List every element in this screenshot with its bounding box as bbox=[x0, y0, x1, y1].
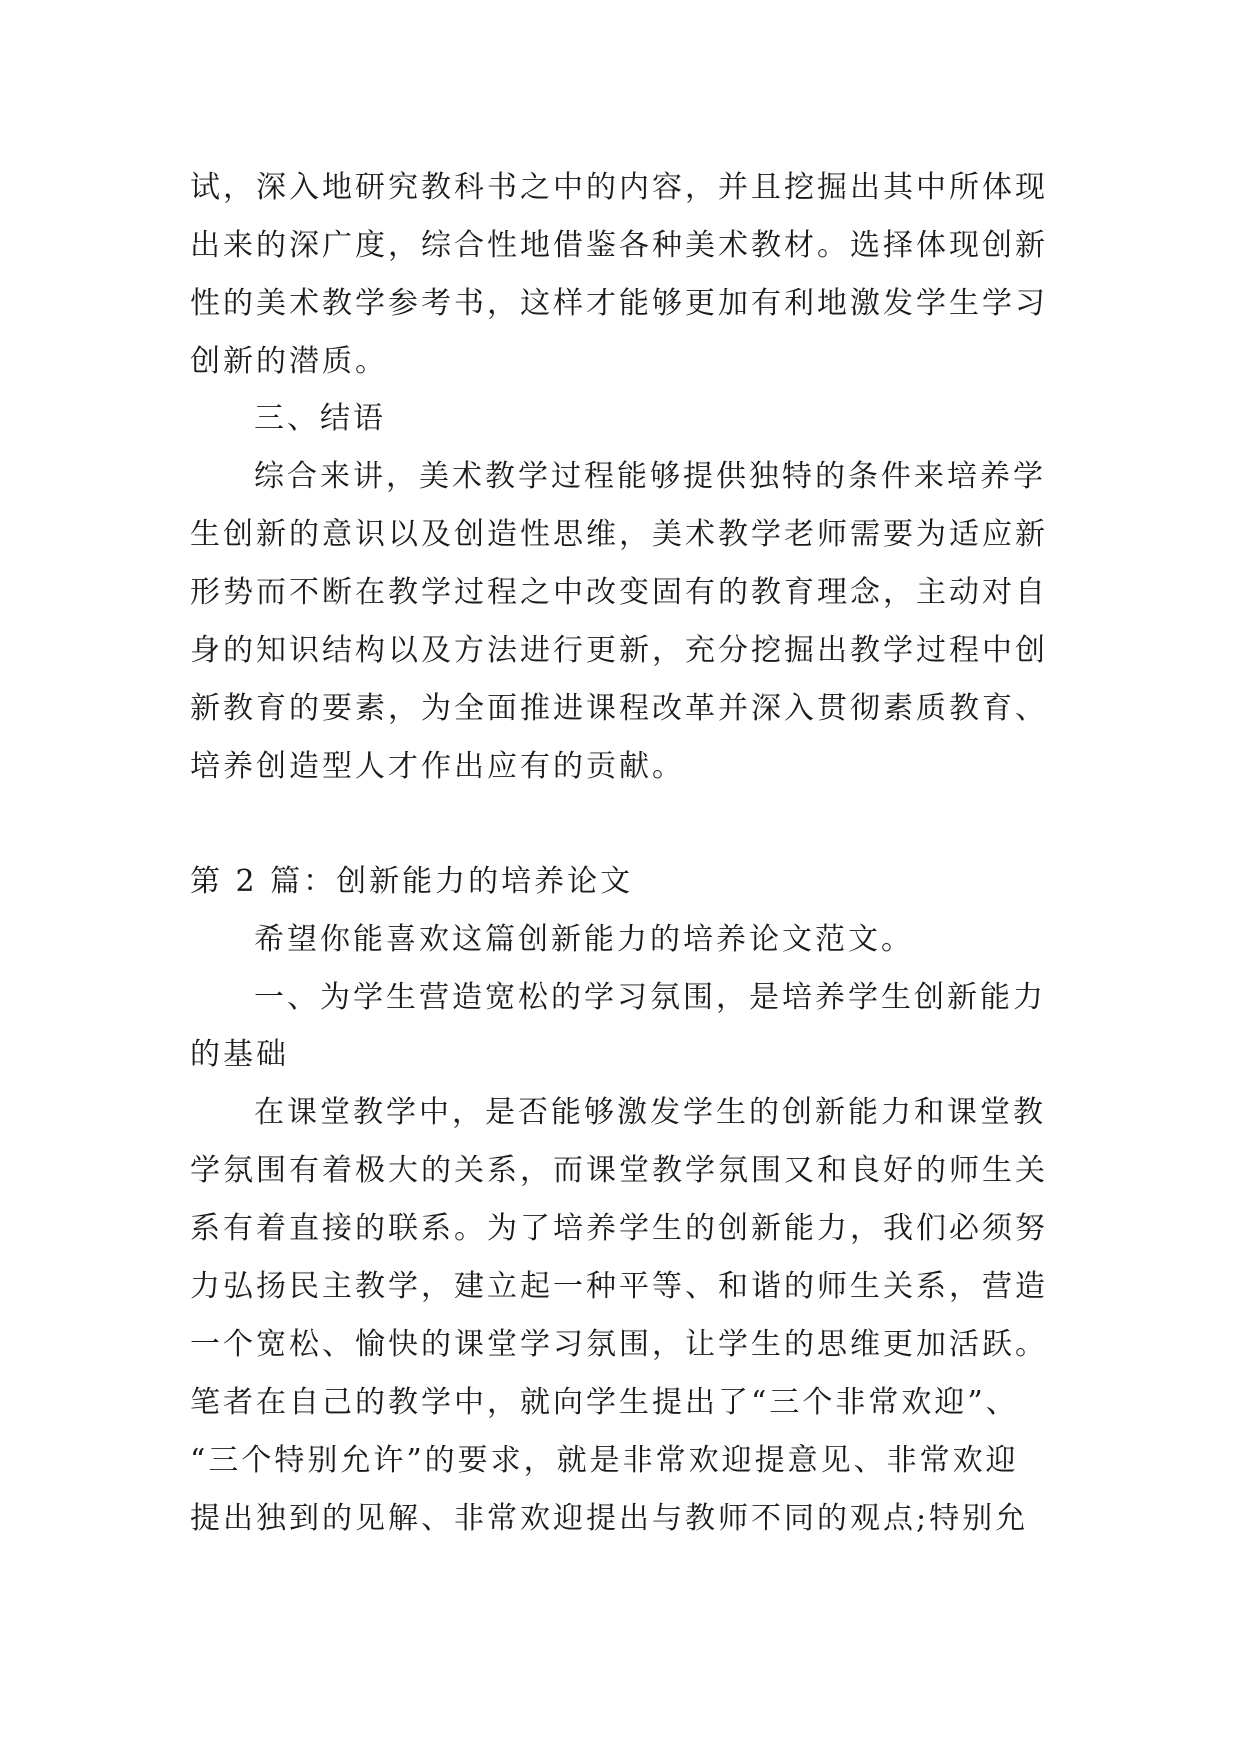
paragraph-line: 性的美术教学参考书，这样才能够更加有利地激发学生学习 bbox=[190, 286, 1048, 321]
article-title: 第 2 篇：创新能力的培养论文 bbox=[190, 864, 634, 899]
paragraph-line: 试，深入地研究教科书之中的内容，并且挖掘出其中所体现 bbox=[190, 170, 1048, 205]
section-heading: 三、结语 bbox=[254, 401, 386, 436]
paragraph-line: 一个宽松、愉快的课堂学习氛围，让学生的思维更加活跃。 bbox=[190, 1327, 1048, 1362]
section-heading-continued: 的基础 bbox=[190, 1037, 289, 1072]
paragraph-line: 学氛围有着极大的关系，而课堂教学氛围又和良好的师生关 bbox=[190, 1153, 1048, 1188]
section-heading: 一、为学生营造宽松的学习氛围，是培养学生创新能力 bbox=[254, 980, 1046, 1015]
paragraph-line: 出来的深广度，综合性地借鉴各种美术教材。选择体现创新 bbox=[190, 228, 1048, 263]
paragraph-line: “三个特别允许”的要求，就是非常欢迎提意见、非常欢迎 bbox=[190, 1443, 1019, 1478]
paragraph-line: 形势而不断在教学过程之中改变固有的教育理念，主动对自 bbox=[190, 575, 1048, 610]
paragraph-line: 生创新的意识以及创造性思维，美术教学老师需要为适应新 bbox=[190, 517, 1048, 552]
paragraph-line: 提出独到的见解、非常欢迎提出与教师不同的观点;特别允 bbox=[190, 1501, 1029, 1536]
paragraph-line: 综合来讲，美术教学过程能够提供独特的条件来培养学 bbox=[254, 459, 1046, 494]
paragraph-line: 培养创造型人才作出应有的贡献。 bbox=[190, 749, 685, 784]
paragraph-line: 在课堂教学中，是否能够激发学生的创新能力和课堂教 bbox=[254, 1095, 1046, 1130]
paragraph-line: 希望你能喜欢这篇创新能力的培养论文范文。 bbox=[254, 922, 914, 957]
paragraph-line: 身的知识结构以及方法进行更新，充分挖掘出教学过程中创 bbox=[190, 633, 1048, 668]
paragraph-line: 笔者在自己的教学中，就向学生提出了“三个非常欢迎”、 bbox=[190, 1385, 1019, 1420]
paragraph-line: 新教育的要素，为全面推进课程改革并深入贯彻素质教育、 bbox=[190, 691, 1048, 726]
paragraph-line: 系有着直接的联系。为了培养学生的创新能力，我们必须努 bbox=[190, 1211, 1048, 1246]
paragraph-line: 创新的潜质。 bbox=[190, 344, 388, 379]
paragraph-line: 力弘扬民主教学，建立起一种平等、和谐的师生关系，营造 bbox=[190, 1269, 1048, 1304]
